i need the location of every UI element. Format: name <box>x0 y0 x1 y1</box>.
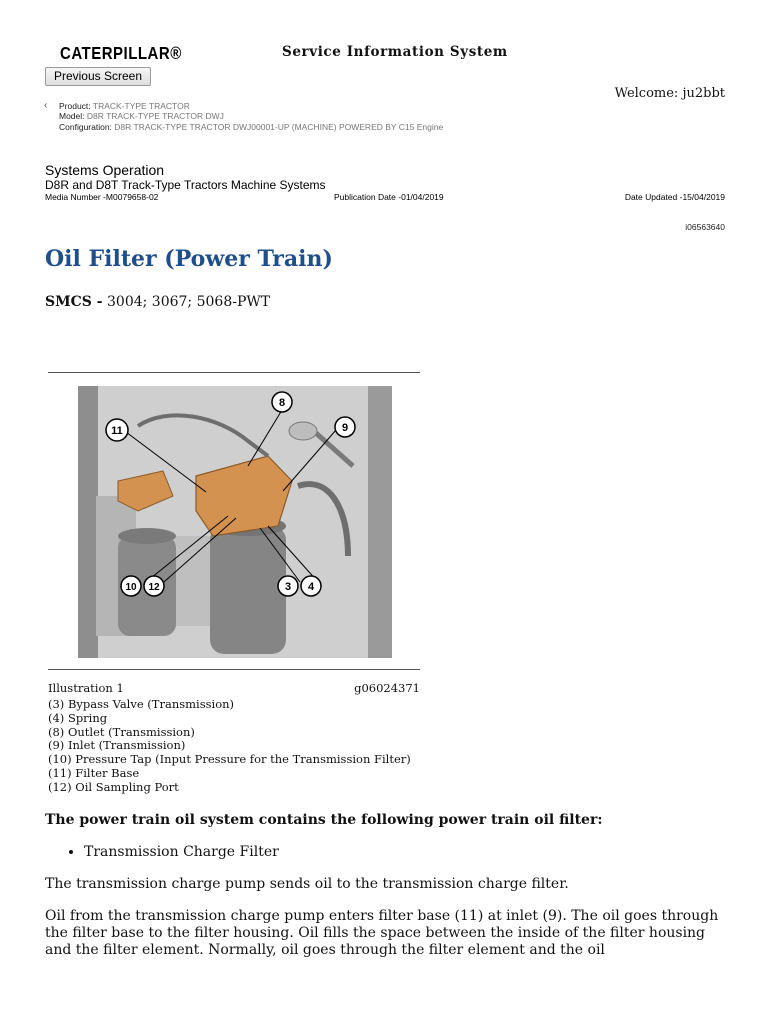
previous-screen-button[interactable]: Previous Screen <box>45 67 151 86</box>
back-chevron-icon[interactable]: ‹ <box>44 100 48 111</box>
legend-item: (10) Pressure Tap (Input Pressure for the Transmission Filter) <box>48 752 411 767</box>
callout-label-9: 9 <box>341 422 349 434</box>
figure-bottom-divider <box>48 669 420 670</box>
configuration-label: Configuration: <box>59 121 112 132</box>
welcome-user: Welcome: ju2bbt <box>614 86 725 101</box>
legend-item: (12) Oil Sampling Port <box>48 779 179 794</box>
model-label: Model: <box>59 111 85 122</box>
filter-housing <box>210 526 286 654</box>
callout-9 <box>335 417 355 437</box>
system-title: Service Information System <box>282 44 508 60</box>
breadcrumb <box>44 101 444 132</box>
illustration-number: Illustration 1 <box>48 681 124 695</box>
media-number: Media Number -M0079658-02 <box>45 192 159 202</box>
callout-label-10: 10 <box>125 582 137 593</box>
legend-item: (8) Outlet (Transmission) <box>48 724 195 739</box>
lead-sentence: The power train oil system contains the following power train oil filter: <box>45 812 603 828</box>
right-frame <box>368 386 392 658</box>
legend-item: (9) Inlet (Transmission) <box>48 738 186 753</box>
document-subtitle: D8R and D8T Track-Type Tractors Machine Systems <box>45 178 326 192</box>
callout-label-8: 8 <box>278 397 286 409</box>
graphic-id: g06024371 <box>354 681 420 695</box>
callout-12 <box>144 576 164 596</box>
callout-3 <box>278 576 298 596</box>
callout-legend <box>48 698 411 795</box>
list-item: • Transmission Charge Filter <box>84 844 279 860</box>
smcs-value: 3004; 3067; 5068-PWT <box>107 294 271 310</box>
reference-id: i06563640 <box>685 222 725 232</box>
paragraph-2: Oil from the transmission charge pump enters filter base (11) at inlet (9). The oil goes through the filter base to the filter housing. Oil fills the space between the inside of the filter housing and the filter element. Normally, oil goes through the filter element and the oil <box>45 908 719 959</box>
legend-item: (4) Spring <box>48 710 108 725</box>
page-title: Oil Filter (Power Train) <box>45 246 333 272</box>
callout-label-11: 11 <box>111 425 123 437</box>
caterpillar-logo: CATERPILLAR® <box>60 44 182 64</box>
callout-11 <box>106 419 128 441</box>
smcs-label: SMCS - <box>45 294 103 310</box>
filter-canister-left-top <box>118 528 176 544</box>
product-value: TRACK-TYPE TRACTOR <box>92 101 190 111</box>
callout-8 <box>272 392 292 412</box>
configuration-value: D8R TRACK-TYPE TRACTOR DWJ00001-UP (MACHINE) POWERED BY C15 Engine <box>114 121 444 132</box>
oil-filter-illustration <box>78 386 392 658</box>
date-updated: Date Updated -15/04/2019 <box>624 192 725 202</box>
smcs-codes <box>45 294 270 310</box>
legend-item: (3) Bypass Valve (Transmission) <box>48 697 235 711</box>
paragraph-1: The transmission charge pump sends oil to the transmission charge filter. <box>45 876 569 892</box>
model-value: D8R TRACK-TYPE TRACTOR DWJ <box>86 111 224 122</box>
section-heading: Systems Operation <box>45 162 165 178</box>
left-frame <box>78 386 98 658</box>
publication-date: Publication Date -01/04/2019 <box>334 192 444 202</box>
product-label: Product: <box>59 101 91 111</box>
outlet-fitting <box>289 422 317 440</box>
callout-label-12: 12 <box>148 582 160 593</box>
illustration-graphic <box>78 386 392 658</box>
figure-top-divider <box>48 372 420 373</box>
callout-10 <box>121 576 141 596</box>
callout-label-3: 3 <box>284 581 292 593</box>
callout-4 <box>301 576 321 596</box>
figure-caption <box>48 681 420 695</box>
legend-item: (11) Filter Base <box>48 765 140 780</box>
filter-list <box>64 844 279 860</box>
callout-label-4: 4 <box>307 581 315 593</box>
